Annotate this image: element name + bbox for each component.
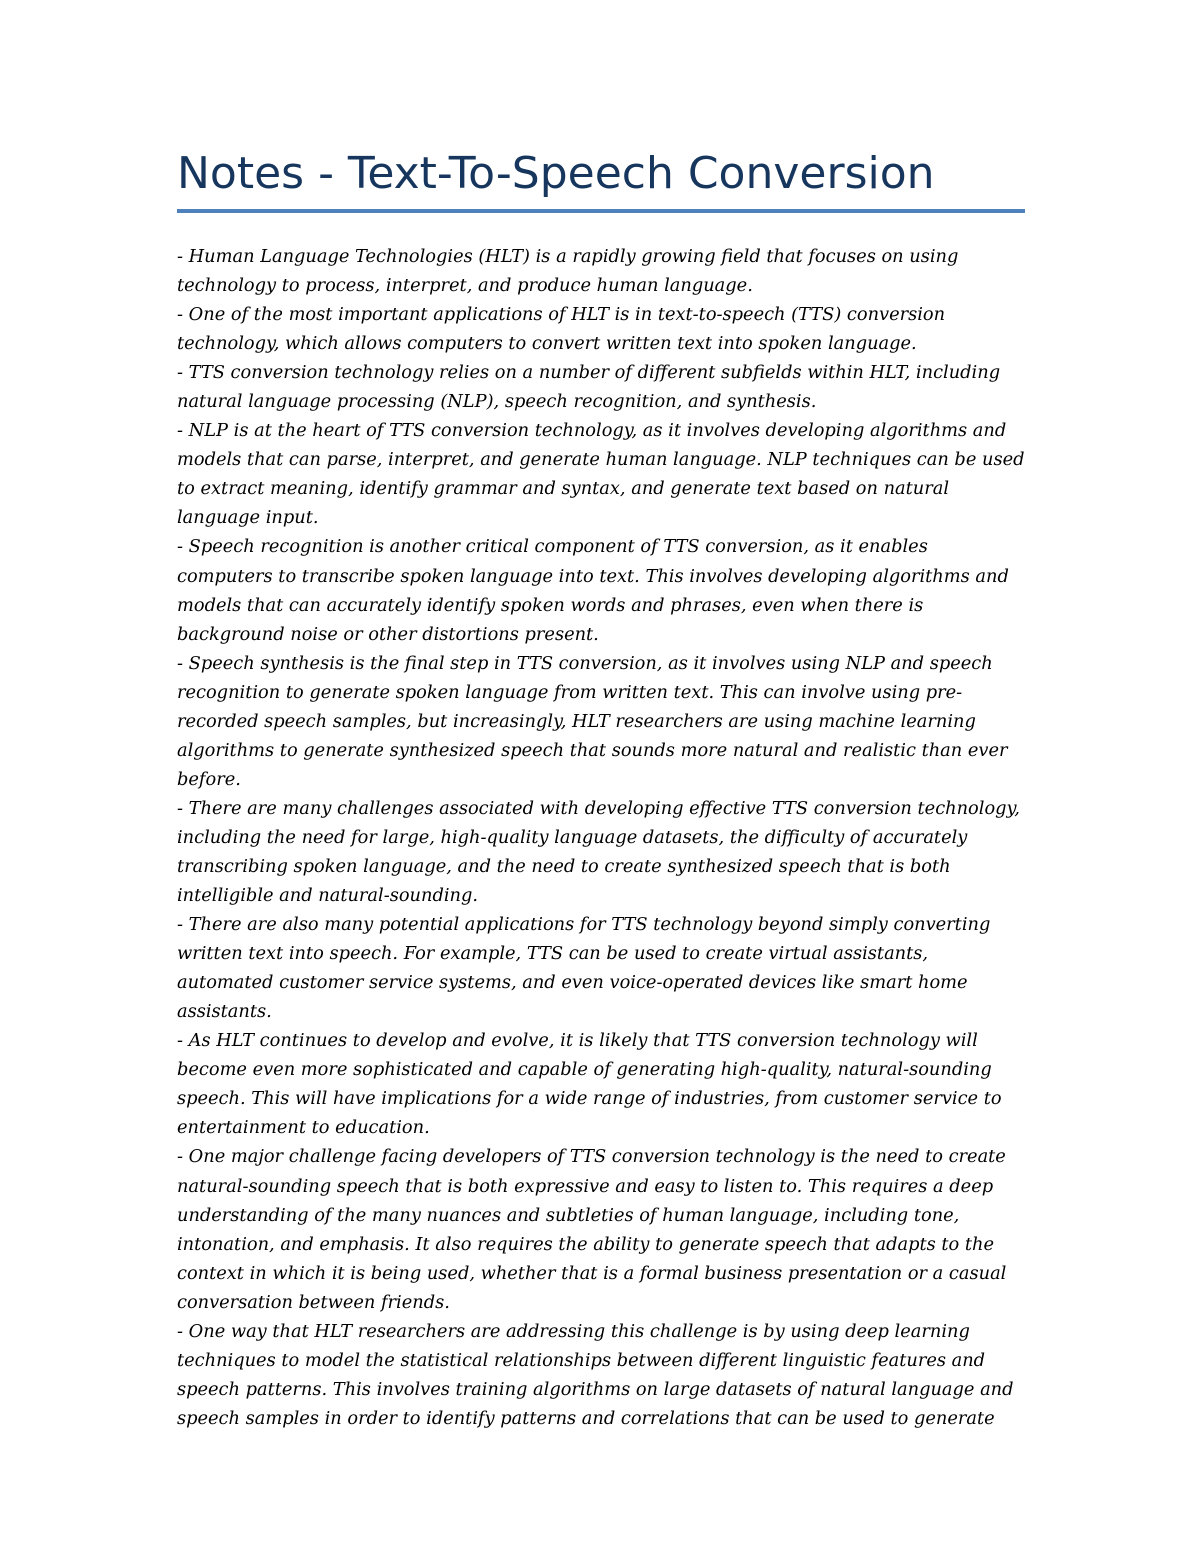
note-item: - One of the most important applications of HLT is in text-to-speech (TTS) conversion technology, which allows computers to convert written text into spoken language. (177, 304, 946, 355)
note-item: - NLP is at the heart of TTS conversion technology, as it involves developing algorithms and models that can parse, interpret, and generate human language. NLP techniques can be used to extract meaning, identify grammar and syntax, and generate text based on natural language input. (177, 420, 1025, 529)
note-item: - Speech recognition is another critical component of TTS conversion, as it enables computers to transcribe spoken language into text. This involves developing algorithms and models that can accurately identify spoken words and phrases, even when there is background noise or other distortions present. (177, 536, 1009, 645)
note-item: - One way that HLT researchers are addressing this challenge is by using deep learning techniques to model the statistical relationships between different linguistic features and speech patterns. This involves training algorithms on large datasets of natural language and speech samples in order to identify patterns and correlations that can be used to generate (177, 1320, 1014, 1429)
page-title: Notes - Text-To-Speech Conversion (177, 148, 935, 199)
note-item: - There are also many potential applications for TTS technology beyond simply converting written text into speech. For example, TTS can be used to create virtual assistants, automated customer service systems, and even voice-operated devices like smart home assistants. (177, 914, 991, 1023)
note-item: - Human Language Technologies (HLT) is a rapidly growing field that focuses on using technology to process, interpret, and produce human language. (177, 246, 959, 297)
title-underline (177, 209, 1025, 213)
notes-body (177, 242, 1027, 1433)
note-item: - Speech synthesis is the final step in TTS conversion, as it involves using NLP and speech recognition to generate spoken language from written text. This can involve using pre-recorded speech samples, but increasingly, HLT researchers are using machine learning algorithms to generate synthesized speech that sounds more natural and realistic than ever before. (177, 652, 1008, 790)
note-item: - There are many challenges associated with developing effective TTS conversion technology, including the need for large, high-quality language datasets, the difficulty of accurately transcribing spoken language, and the need to create synthesized speech that is both intelligible and natural-sounding. (177, 797, 1020, 907)
note-item: - TTS conversion technology relies on a number of different subfields within HLT, including natural language processing (NLP), speech recognition, and synthesis. (177, 362, 1001, 413)
note-item: - As HLT continues to develop and evolve, it is likely that TTS conversion technology will become even more sophisticated and capable of generating high-quality, natural-sounding speech. This will have implications for a wide range of industries, from customer service to entertainment to education. (177, 1030, 1002, 1139)
note-item: - One major challenge facing developers of TTS conversion technology is the need to create natural-sounding speech that is both expressive and easy to listen to. This requires a deep understanding of the many nuances and subtleties of human language, including tone, intonation, and emphasis. It also requires the ability to generate speech that adapts to the context in which it is being used, whether that is a formal business presentation or a casual conversation between friends. (177, 1146, 1007, 1313)
